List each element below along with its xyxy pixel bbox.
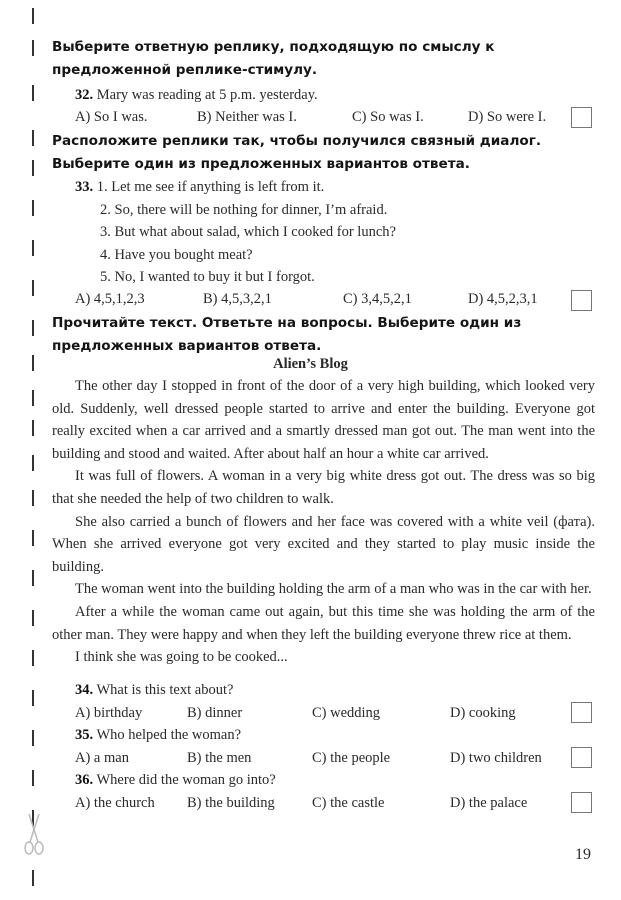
question-prompt: What is this text about? [96,682,234,698]
paragraph: She also carried a bunch of flowers and her face was covered with a white veil (фата). When she arrived everyone got very excited and they started to play music inside the building. [52,513,595,575]
instruction-heading: Расположите реплики так, чтобы получился связный диалог. Выберите один из предложенных вариантов ответа. [52,133,542,172]
cut-mark [32,770,34,786]
option-b: B) Neither was I. [197,109,297,125]
option-d: D) the palace [450,795,528,811]
option-d: D) 4,5,2,3,1 [468,291,538,307]
paragraph: The other day I stopped in front of the door of a very high building, which looked very old. Suddenly, well dressed people started to arrive and enter the building. Everyone got really excited when a car arrived and a smartly dressed man got out. The man went into the building and stood and waited. After about half an hour a white car arrived. [52,378,595,462]
cut-mark [32,870,34,886]
question-number: 34. [75,682,94,698]
paragraph: It was full of flowers. A woman in a very big white dress got out. The dress was so big that she needed the help of two children to walk. [52,468,595,507]
cut-mark [32,420,34,436]
paragraph: After a while the woman came out again, but this time she was holding the arm of the other man. They were happy and when they left the building everyone threw rice at them. [52,603,595,643]
question-prompt: Where did the woman go into? [96,772,276,788]
option-b: B) dinner [187,705,243,721]
page-number: 19 [575,846,591,863]
question-number: 35. [75,727,94,743]
question-36 [75,769,276,791]
question-prompt: Who helped the woman? [96,727,242,743]
option-a: A) a man [75,750,129,766]
reading-text [52,375,595,669]
option-b: B) the building [187,795,275,811]
cut-mark [32,490,34,506]
cut-mark [32,390,34,406]
option-a: A) the church [75,795,155,811]
cut-mark [32,40,34,56]
paragraph: I think she was going to be cooked... [75,649,288,666]
option-d: D) cooking [450,705,516,721]
cut-mark [32,530,34,546]
cut-mark [32,160,34,176]
instruction-heading: Выберите ответную реплику, подходящую по смыслу к предложенной реплике-стимулу. [52,39,495,78]
option-a: A) birthday [75,705,143,721]
question-34 [75,679,233,701]
question-number: 36. [75,772,94,788]
answer-box-32[interactable] [571,107,592,128]
dialog-line-1 [75,176,324,198]
cut-mark [32,280,34,296]
dialog-line-5: 5. No, I wanted to buy it but I forgot. [100,269,315,285]
option-c: C) the castle [312,795,385,811]
answer-box-34[interactable] [571,702,592,723]
paragraph: The woman went into the building holding the arm of a man who was in the car with her. [75,581,592,598]
cut-mark [32,85,34,101]
question-number: 33. [75,179,94,195]
dialog-line-4: 4. Have you bought meat? [100,247,253,263]
text-title: Alien’s Blog [273,356,348,372]
cut-mark [32,730,34,746]
answer-box-35[interactable] [571,747,592,768]
option-b: B) the men [187,750,252,766]
cut-mark [32,610,34,626]
question-35 [75,724,241,746]
cut-mark [32,650,34,666]
scissors-icon [22,812,46,856]
option-b: B) 4,5,3,2,1 [203,291,272,307]
cut-mark [32,8,34,24]
line-text: 1. Let me see if anything is left from it. [96,179,325,195]
dialog-line-2: 2. So, there will be nothing for dinner, I’m afraid. [100,202,388,218]
cut-mark [32,240,34,256]
option-c: C) So was I. [352,109,424,125]
option-c: C) the people [312,750,391,766]
option-a: A) 4,5,1,2,3 [75,291,145,307]
instruction-heading: Прочитайте текст. Ответьте на вопросы. Выберите один из предложенных вариантов ответа. [52,315,522,354]
cut-mark [32,690,34,706]
answer-box-36[interactable] [571,792,592,813]
question-prompt: Mary was reading at 5 p.m. yesterday. [96,87,318,103]
dialog-line-3: 3. But what about salad, which I cooked for lunch? [100,224,396,240]
cut-mark [32,320,34,336]
option-a: A) So I was. [75,109,148,125]
cut-mark [32,200,34,216]
option-d: D) So were I. [468,109,547,125]
cut-mark [32,455,34,471]
option-d: D) two children [450,750,542,766]
cut-mark [32,130,34,146]
option-c: C) 3,4,5,2,1 [343,291,412,307]
cut-mark [32,570,34,586]
option-c: C) wedding [312,705,381,721]
question-32 [75,84,318,106]
question-number: 32. [75,87,94,103]
answer-box-33[interactable] [571,290,592,311]
